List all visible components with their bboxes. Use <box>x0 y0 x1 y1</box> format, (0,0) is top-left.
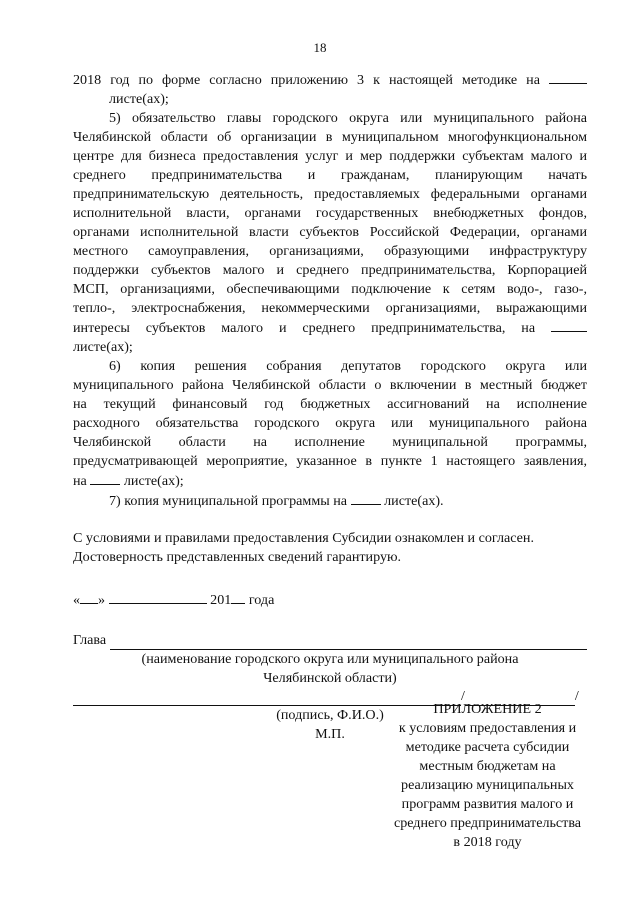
caption-line: Челябинской области) <box>263 670 397 686</box>
text-line: на листе(ах); <box>73 473 184 489</box>
blank-field[interactable] <box>549 70 587 84</box>
appendix-line: реализацию муниципальных <box>401 777 574 793</box>
text-line: Челябинской области об организации в муниципальном многофункциональном <box>73 129 587 145</box>
text-line: листе(ах); <box>73 339 133 355</box>
signature-caption: (подпись, Ф.И.О.) <box>276 707 384 723</box>
appendix-block <box>365 700 610 852</box>
text-line: 7) копия муниципальной программы на листе(ах). <box>109 493 444 509</box>
text-line: 2018 год по форме согласно приложению 3 к настоящей методике на <box>73 70 587 90</box>
appendix-line: местным бюджетам на <box>419 758 556 774</box>
text-line: расходного обязательства городского округа или муниципального района <box>73 415 587 431</box>
signature-line: / / <box>73 690 587 706</box>
date-line: « » 201 года <box>73 592 275 608</box>
text-line: листе(ах); <box>109 91 169 107</box>
head-name-blank[interactable] <box>110 635 587 650</box>
text-line: поддержки субъектов малого и среднего предпринимательства, Корпорацией <box>73 262 587 278</box>
appendix-line: среднего предпринимательства <box>393 815 582 831</box>
caption-line: (наименование городского округа или муниципального района <box>141 651 519 667</box>
month-blank[interactable] <box>109 590 207 604</box>
appendix-line: программ развития малого и <box>401 796 574 812</box>
text-line: предпринимательскую деятельность, предоставляемых федеральными органами <box>73 186 587 202</box>
statement-line: С условиями и правилами предоставления Субсидии ознакомлен и согласен. <box>73 530 534 546</box>
text-line: центре для бизнеса предоставления услуг и мер поддержки субъектам малого и <box>73 148 587 164</box>
day-blank[interactable] <box>80 590 98 604</box>
text-line: 5) обязательство главы городского округа или муниципального района <box>109 110 587 126</box>
text-line: среднего предпринимательства и гражданам, планирующим начать <box>73 167 587 183</box>
text-line: тепло-, электроснабжения, некоммерческими организациями, выражающими <box>73 300 587 316</box>
blank-field[interactable] <box>351 491 381 505</box>
appendix-title: ПРИЛОЖЕНИЕ 2 <box>433 701 542 717</box>
text-line: на текущий финансовый год бюджетных ассигнований на исполнение <box>73 396 587 412</box>
stamp-label: М.П. <box>315 726 345 742</box>
statement-line: Достоверность представленных сведений гарантирую. <box>73 549 402 565</box>
blank-field[interactable] <box>551 318 587 332</box>
text-line: исполнительной власти, органами государственных внебюджетных фондов, <box>73 205 587 221</box>
head-line: Глава <box>73 631 587 650</box>
appendix-line: методике расчета субсидии <box>405 739 570 755</box>
blank-field[interactable] <box>90 471 120 485</box>
page-number: 18 <box>313 40 327 55</box>
text-line: интересы субъектов малого и среднего предпринимательства, на <box>73 318 587 338</box>
document-body <box>73 70 587 744</box>
text-line: органами исполнительной власти субъектов Российской Федерации, органами <box>73 224 587 240</box>
text-line: МСП, организациями, обеспечивающими подключение к сетям водо-, газо-, <box>73 281 587 297</box>
text-line: предусматривающей мероприятие, указанное в пункте 1 настоящего заявления, <box>73 453 587 469</box>
text-line: Челябинской области на исполнение муниципальной программы, <box>73 434 587 450</box>
text-line: местного самоуправления, организациями, образующими инфраструктуру <box>73 243 587 259</box>
year-blank[interactable] <box>231 590 245 604</box>
appendix-line: к условиям предоставления и <box>398 720 577 736</box>
appendix-line: в 2018 году <box>453 834 522 850</box>
text-line: муниципального района Челябинской области о включении в местный бюджет <box>73 377 587 393</box>
text-line: 6) копия решения собрания депутатов городского округа или <box>109 358 587 374</box>
